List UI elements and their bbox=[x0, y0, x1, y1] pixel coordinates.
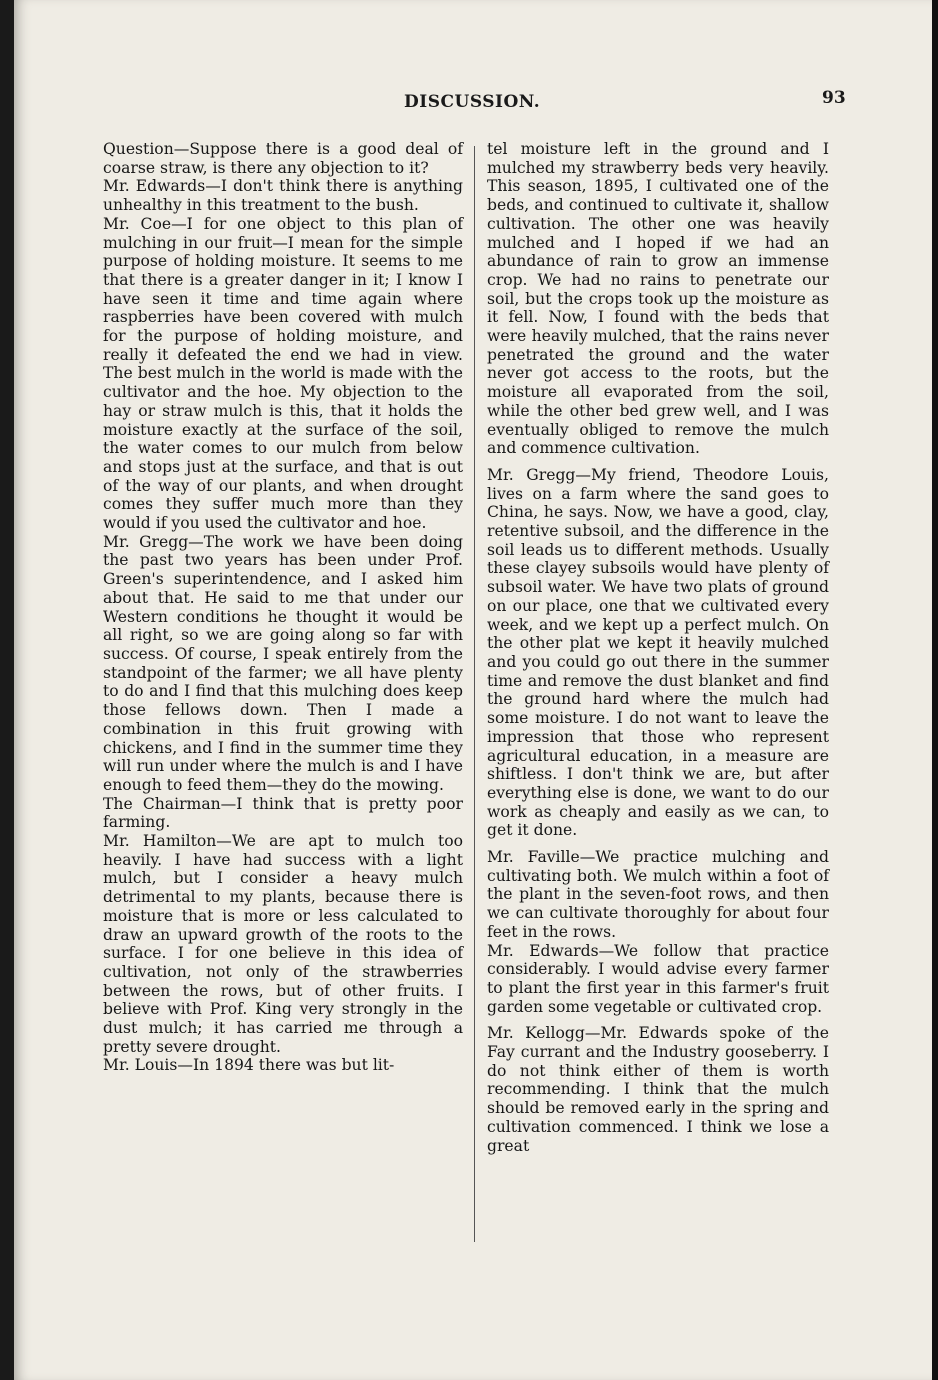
column-rule bbox=[474, 146, 475, 1242]
left-column bbox=[103, 140, 463, 1075]
paragraph-louis-continued: tel moisture left in the ground and I mulched my strawberry beds very heavily. This season, 1895, I cultivated one of the beds, and continued to cultivate it, shallow cultivation. The other one was heavily mulched and I hoped if we had an abundance of rain to grow an immense crop. We had no rains to penetrate our soil, but the crops took up the moisture as it fell. Now, I found with the beds that were heavily mulched, that the rains never penetrated the ground and the water never got access to the roots, but the moisture all evaporated from the soil, while the other bed grew well, and I was eventually obliged to remove the mulch and commence cultivation. bbox=[487, 140, 829, 458]
paragraph-gregg-2: Mr. Gregg—My friend, Theodore Louis, lives on a farm where the sand goes to China, he says. Now, we have a good, clay, retentive subsoil, and the difference in the soil leads us to different methods. Usually these clayey subsoils would have plenty of subsoil water. We have two plats of ground on our place, one that we cultivated every week, and we kept up a perfect mulch. On the other plat we kept it heavily mulched and you could go out there in the summer time and remove the dust blanket and find the ground hard where the mulch had some moisture. I do not want to leave the impression that those who represent agricultural education, in a measure are shiftless. I don't think we are, but after everything else is done, we want to do our work as cheaply and easily as we can, to get it done. bbox=[487, 465, 829, 840]
running-head: DISCUSSION. bbox=[404, 92, 541, 112]
paragraph-edwards-2: Mr. Edwards—We follow that practice considerably. I would advise every farmer to plant the first year in this farmer's fruit garden some vegetable or cultivated crop. bbox=[487, 941, 829, 1016]
paragraph-louis: Mr. Louis—In 1894 there was but lit- bbox=[103, 1056, 395, 1075]
paragraph-kellogg: Mr. Kellogg—Mr. Edwards spoke of the Fay currant and the Industry gooseberry. I do not think either of them is worth recommending. I think that the mulch should be removed early in the spring and cultivation commenced. I think we lose a great bbox=[487, 1024, 829, 1155]
paragraph-chairman: The Chairman—I think that is pretty poor farming. bbox=[103, 794, 463, 832]
right-column bbox=[487, 140, 829, 1155]
paragraph-faville: Mr. Faville—We practice mulching and cultivating both. We mulch within a foot of the plant in the seven-foot rows, and then we can cultivate thoroughly for about four feet in the rows. bbox=[487, 848, 829, 941]
scan-edge bbox=[0, 0, 14, 1380]
paragraph-edwards: Mr. Edwards—I don't think there is anything unhealthy in this treatment to the bush. bbox=[103, 177, 463, 215]
page-number: 93 bbox=[822, 88, 846, 108]
paragraph-question: Question—Suppose there is a good deal of coarse straw, is there any objection to it? bbox=[103, 140, 463, 177]
paragraph-coe: Mr. Coe—I for one object to this plan of mulching in our fruit—I mean for the simple purpose of holding moisture. It seems to me that there is a greater danger in it; I know I have seen it time and time again where raspberries have been covered with mulch for the purpose of holding moisture, and really it defeated the end we had in view. The best mulch in the world is made with the cultivator and the hoe. My objection to the hay or straw mulch is this, that it holds the moisture exactly at the surface of the soil, the water comes to our mulch from below and stops just at the surface, and that is out of the way of our plants, and when drought comes they suffer much more than they would if you used the cultivator and hoe. bbox=[103, 214, 463, 533]
paragraph-hamilton: Mr. Hamilton—We are apt to mulch too heavily. I have had success with a light mulch, but I consider a heavy mulch detrimental to my plants, because there is moisture that is more or less calculated to draw an upward growth of the roots to the surface. I for one believe in this idea of cultivation, not only of the strawberries between the rows, but of other fruits. I believe with Prof. King very strongly in the dust mulch; it has carried me through a pretty severe drought. bbox=[103, 832, 463, 1056]
paragraph-gregg: Mr. Gregg—The work we have been doing the past two years has been under Prof. Green's superintendence, and I asked him about that. He said to me that under our Western conditions he thought it would be all right, so we are going along so far with success. Of course, I speak entirely from the standpoint of the farmer; we all have plenty to do and I find that this mulching does keep those fellows down. Then I made a combination in this fruit growing with chickens, and I find in the summer time they will run under where the mulch is and I have enough to feed them—they do the mowing. bbox=[103, 532, 463, 794]
